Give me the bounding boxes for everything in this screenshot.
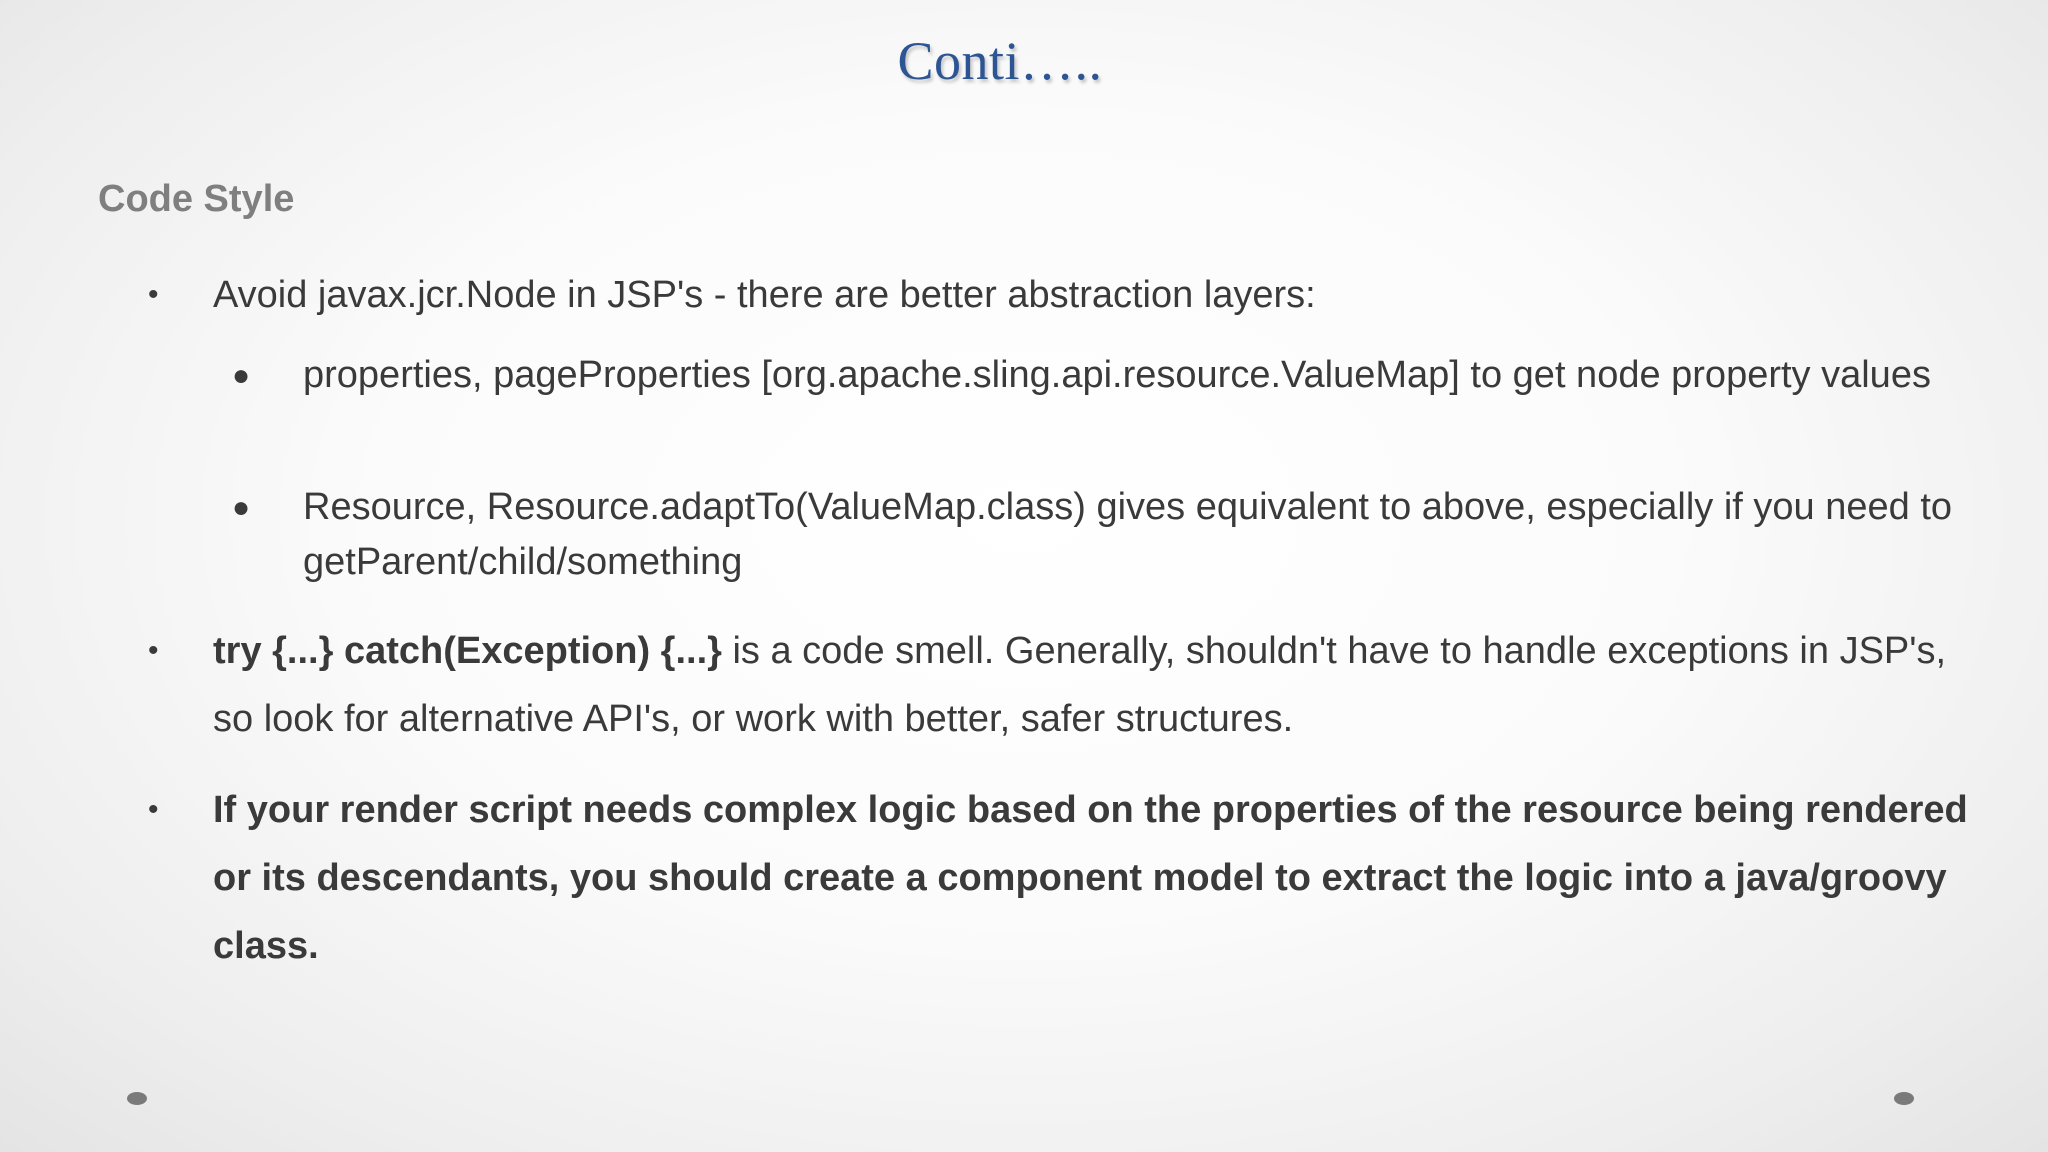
sub-bullet-marker: ● [232,491,251,524]
sub-bullet-text: properties, pageProperties [org.apache.sling.api.resource.ValueMap] to get node property values [303,354,1931,396]
sub-bullet-item-2 [232,480,2008,590]
bullet-text: Avoid javax.jcr.Node in JSP's - there are better abstraction layers: [213,274,1316,316]
bullet-item-3 [148,776,1988,980]
bullet-item-2 [148,617,1988,753]
bullet-marker: • [148,278,159,311]
slide-title: Conti….. [897,31,1103,91]
decorative-dot-left [127,1092,147,1105]
bullet-plain-text: is a code smell. Generally, shouldn't have to handle exceptions in JSP's, so look for alternative API's, or work with better, safer structures. [213,630,1947,740]
bullet-item-1 [148,261,1988,329]
bullet-marker: • [148,634,159,667]
bullet-bold-text: try {...} catch(Exception) {...} [213,630,722,672]
bullet-text [213,617,1988,753]
bullet-text: If your render script needs complex logic based on the properties of the resource being rendered or its descendants, you should create a component model to extract the logic into a java/groovy class. [213,789,1968,967]
sub-bullet-text: Resource, Resource.adaptTo(ValueMap.class) gives equivalent to above, especially if you need to getParent/child/something [303,486,1953,583]
sub-bullet-item-1 [232,348,2008,403]
decorative-dot-right [1894,1092,1914,1105]
section-heading: Code Style [98,178,295,220]
bullet-marker: • [148,793,159,826]
sub-bullet-marker: ● [232,359,251,392]
